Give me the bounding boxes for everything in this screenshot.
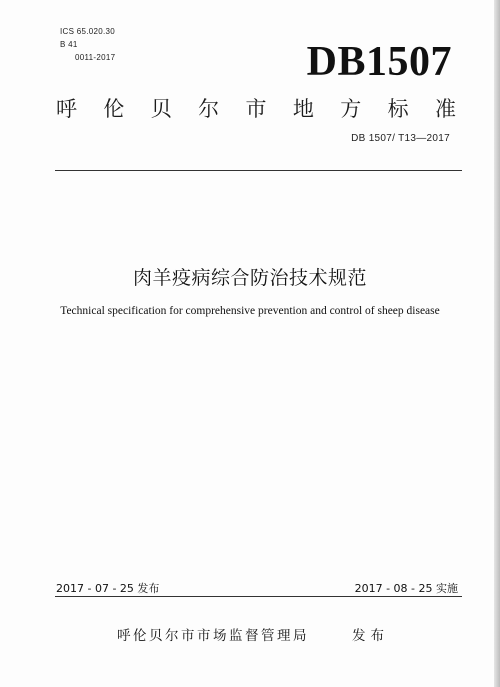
page-edge-shadow <box>494 0 500 687</box>
category-char: 准 <box>435 97 456 121</box>
standard-number: DB 1507/ T13—2017 <box>351 133 450 144</box>
classification-code: B 41 <box>60 40 78 49</box>
category-char: 市 <box>245 97 267 121</box>
title-english: Technical specification for comprehensive prevention and control of sheep disease <box>60 305 440 317</box>
ics-code: ICS 65.020.30 <box>60 27 116 36</box>
issue-label: 发布 <box>352 628 389 644</box>
category-char: 地 <box>292 97 314 121</box>
category-char: 标 <box>387 97 409 121</box>
issuing-authority: 呼伦贝尔市市场监督管理局 <box>117 628 309 644</box>
title-chinese: 肉羊疫病综合防治技术规范 <box>132 267 367 289</box>
bottom-divider <box>55 596 462 597</box>
standard-code: DB1507 <box>306 39 452 85</box>
registration-number: 0011-2017 <box>75 53 116 62</box>
top-divider <box>55 170 462 171</box>
category-char: 伦 <box>103 97 125 121</box>
implementation-date: 2017 - 08 - 25 实施 <box>354 582 458 595</box>
category-char: 贝 <box>150 97 172 121</box>
category-char: 方 <box>340 97 362 121</box>
category-char: 尔 <box>198 97 220 121</box>
category-char: 呼 <box>56 97 77 121</box>
standard-category <box>56 93 456 123</box>
issue-date: 2017 - 07 - 25 发布 <box>56 582 160 595</box>
